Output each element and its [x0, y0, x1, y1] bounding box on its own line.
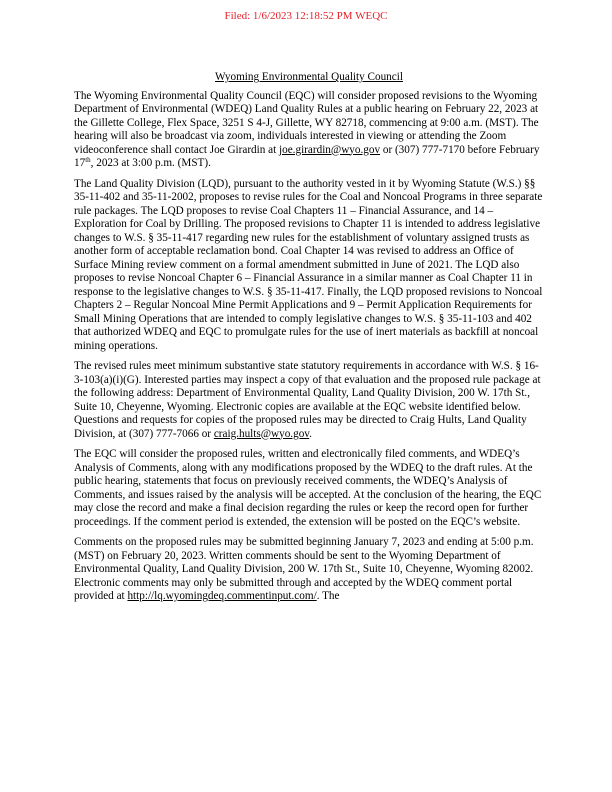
paragraph-text: . The: [316, 590, 340, 602]
ordinal-suffix: th: [85, 156, 91, 164]
paragraph-text: , 2023 at 3:00 p.m. (MST).: [90, 157, 211, 169]
paragraph-text: Comments on the proposed rules may be submitted beginning January 7, 2023 and ending at 5:00 p.m. (MST) on February 20, 2023. Written comments should be sent to the Wyoming Department of Environmental Quality, Land Quality Division, 200 W. 17th St., Suite 10, Cheyenne, Wyoming 82002. Electronic comments may only be submitted through and accepted by the WDEQ comment portal provided at: [74, 536, 534, 602]
email-link-hults[interactable]: craig.hults@wyo.gov: [213, 427, 310, 440]
paragraph-text: The revised rules meet minimum substantive state statutory requirements in accordance with W.S. § 16-3-103(a)(i)(G). Interested parties may inspect a copy of that evaluation and the proposed rule package at the following address: Department of Environmental Quality, Land Quality Division, 200 W. 17th St., Suite 10, Cheyenne, Wyoming. Electronic copies are available at the EQC website identified below. Questions and requests for copies of the proposed rules may be directed to Craig Hults, Land Quality Division, at (307) 777-7066 or: [74, 360, 541, 440]
paragraph-comment-period: [74, 536, 544, 604]
paragraph-lqd-proposal: The Land Quality Division (LQD), pursuant to the authority vested in it by Wyoming Statute (W.S.) §§ 35-11-402 and 35-11-2002, proposes to revise rules for the Coal and Noncoal Programs in three separate rule packages. The LQD proposes to revise Coal Chapters 11 – Financial Assurance, and 14 – Exploration for Coal by Drilling. The proposed revisions to Chapter 11 is intended to address legislative changes to W.S. § 35-11-417 regarding new rules for the establishment of voluntary assigned trusts as another form of acceptable reclamation bond. Coal Chapter 14 was revised to address an Office of Surface Mining review comment on a formal amendment submitted in June of 2021. The LQD also proposes to revise Noncoal Chapter 6 – Financial Assurance in a similar manner as Coal Chapter 11 in response to the legislative changes to W.S. § 35-11-417. Finally, the LQD proposed revisions to Noncoal Chapters 2 – Regular Noncoal Mine Permit Applications and 9 – Permit Application Requirements for Small Mining Operations that are intended to comply legislative changes to W.S. § 35-11-103 and 402 that authorized WDEQ and EQC to promulgate rules for the use of inert materials as backfill at noncoal mining operations.: [74, 177, 543, 352]
document-title: Wyoming Environmental Quality Council: [215, 71, 403, 83]
paragraph-hearing-notice: [74, 90, 544, 171]
paragraph-text: The Wyoming Environmental Quality Council (EQC) will consider proposed revisions to the Wyoming Department of Environmental (WDEQ) Land Quality Rules at a public hearing on February 22, 2023 at the Gillette College, Flex Space, 3251 S 4-J, Gillette, WY 82718, commencing at 9:00 a.m. (MST). The hearing will also be broadcast via zoom, individuals interested in viewing or attending the Zoom videoconference shall contact Joe Girardin at: [74, 89, 539, 156]
email-link-girardin[interactable]: joe.girardin@wyo.gov: [279, 143, 381, 156]
comment-portal-link[interactable]: http://lq.wyomingdeq.commentinput.com/: [127, 590, 317, 602]
filed-stamp: Filed: 1/6/2023 12:18:52 PM WEQC: [224, 10, 388, 22]
paragraph-text: or (307) 777-7170 before February 17: [74, 143, 540, 169]
document-body: [74, 71, 544, 611]
paragraph-eqc-consideration: The EQC will consider the proposed rules, written and electronically filed comments, and WDEQ’s Analysis of Comments, along with any modifications proposed by the WDEQ to the draft rules. At the public hearing, statements that focus on previously received comments, the WDEQ’s Analysis of Comments, and issues raised by the analysis will be accepted. At the conclusion of the hearing, the EQC may close the record and make a final decision regarding the rules or keep the record open for further proceedings. If the comment period is extended, the extension will be posted on the EQC’s website.: [74, 448, 542, 528]
paragraph-text: .: [309, 427, 312, 440]
paragraph-statutory-requirements: [74, 360, 544, 441]
